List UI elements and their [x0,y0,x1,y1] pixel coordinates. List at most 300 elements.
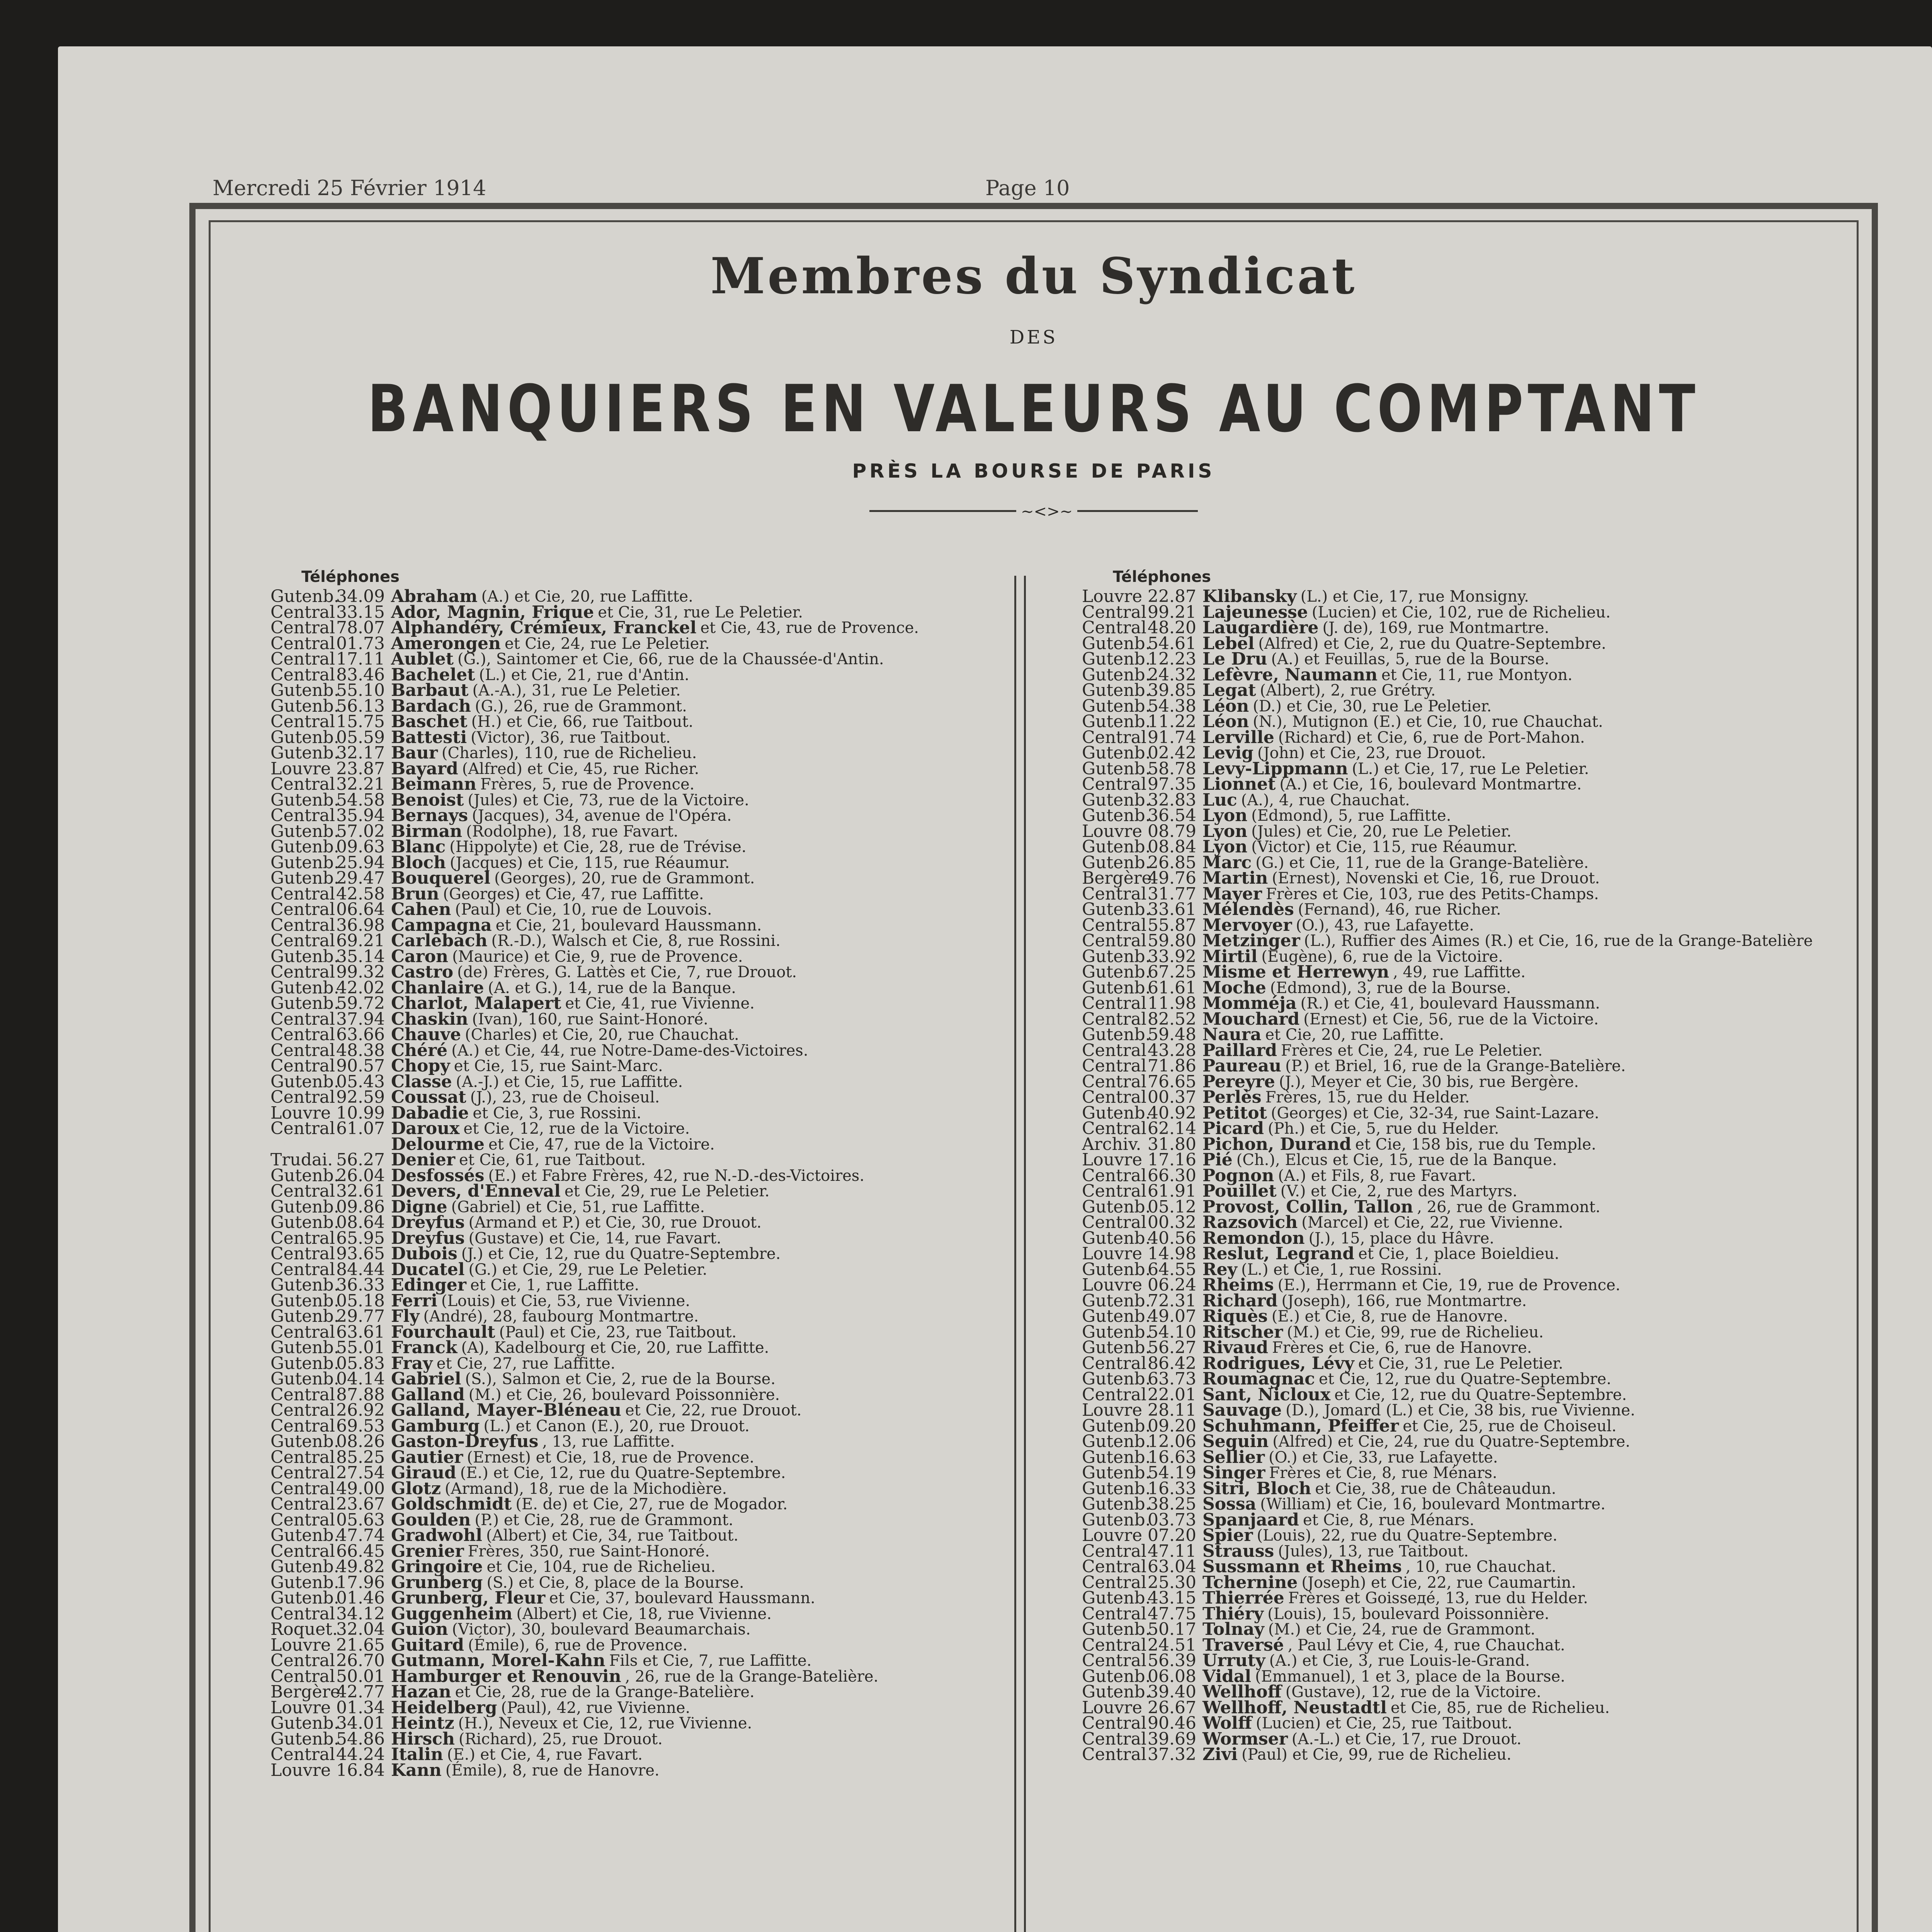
member-address: et Cie, 11, rue Montyon. [1381,666,1573,684]
exchange: Central [1082,774,1147,794]
phone-number: 12.06 [1148,1432,1196,1451]
phone-number: 04.14 [336,1369,385,1389]
exchange: Central [1082,1040,1147,1060]
member-address: et Cie, 38, rue de Châteaudun. [1315,1480,1556,1498]
member-address: (Louis), 15, boulevard Poissonnière. [1267,1605,1549,1623]
member-name: Giraud [391,1463,456,1483]
column-divider [1024,576,1026,1932]
phone-number: 32.17 [336,743,385,763]
exchange: Central [270,1541,335,1561]
phone-number: 54.38 [1148,696,1196,716]
member-name: Moche [1202,978,1266,998]
phone-number: 55.10 [336,680,385,700]
phone-number: 05.12 [1148,1197,1196,1217]
exchange: Gutenb. [270,1338,339,1357]
exchange: Central [1082,884,1147,904]
member-address: et Cie, 61, rue Taitbout. [459,1151,646,1169]
phone-number: 22.87 [1148,587,1196,606]
exchange: Gutenb. [1082,837,1151,857]
phone-number: 25.30 [1148,1572,1196,1592]
phone-number: 84.44 [336,1259,385,1279]
member-address: (Ivan), 160, rue Saint-Honoré. [472,1010,708,1028]
member-name: Hamburger et Renouvin [391,1666,621,1686]
phone-number: 37.32 [1148,1745,1196,1764]
member-name: Heintz [391,1713,454,1733]
exchange: Gutenb. [1082,1322,1151,1342]
phone-number: 29.77 [336,1306,385,1326]
member-address: et Cie, 85, rue de Richelieu. [1390,1699,1610,1717]
exchange: Central [270,1009,335,1029]
member-name: Dubois [391,1244,457,1264]
phone-number: 86.42 [1148,1353,1196,1373]
member-address: et Cie, 20, rue Laffitte. [1265,1026,1444,1044]
phone-number: 90.46 [1148,1713,1196,1733]
member-name: Dabadie [391,1103,469,1123]
member-address: (L.), Ruffier des Aimes (R.) et Cie, 16, rue de la Grange-Batelière [1304,932,1813,950]
member-name: Zivi [1202,1745,1238,1764]
phone-number: 15.75 [336,712,385,731]
member-address: (N.), Mutignon (E.) et Cie, 10, rue Chauchat. [1253,713,1603,731]
member-name: Gaston-Dreyfus [391,1432,539,1451]
member-address: (Ph.) et Cie, 5, rue du Helder. [1268,1120,1499,1138]
title-banquiers: BANQUIERS EN VALEURS AU COMPTANT [367,371,1700,447]
phone-number: 34.09 [336,587,385,606]
member-name: Metzinger [1202,931,1300,951]
phone-number: 57.02 [336,821,385,841]
title-des: DES [1009,327,1058,348]
member-address: (V.) et Cie, 2, rue des Martyrs. [1280,1182,1517,1200]
exchange: Gutenb. [270,868,339,888]
exchange: Central [270,1463,335,1483]
member-address: (A.) et Feuillas, 5, rue de la Bourse. [1271,650,1549,668]
member-name: Benoist [391,790,464,810]
member-address: (Jacques), 34, avenue de l'Opéra. [472,807,732,825]
member-address: Frères, 350, rue Saint-Honoré. [468,1542,710,1560]
exchange: Gutenb. [1082,1103,1151,1123]
member-name: Bloch [391,852,446,872]
exchange: Gutenb. [270,1197,339,1217]
exchange: Gutenb. [1082,806,1151,825]
member-address: et Cie, 104, rue de Richelieu. [486,1558,716,1576]
member-name: Fray [391,1353,433,1373]
phone-number: 61.61 [1148,978,1196,998]
member-name: Dreyfus [391,1228,465,1248]
exchange: Gutenb. [270,696,339,716]
member-name: Desfossés [391,1165,485,1185]
member-address: , 26, rue de la Grange-Batelière. [625,1667,879,1685]
exchange: Gutenb. [1082,696,1151,716]
member-address: (A.), 4, rue Chauchat. [1241,791,1410,809]
member-name: Tchernine [1202,1572,1298,1592]
phone-number: 43.28 [1148,1040,1196,1060]
member-name: Baur [391,743,438,763]
phone-number: 55.01 [336,1338,385,1357]
phone-number: 06.24 [1148,1275,1196,1295]
member-address: (Victor), 30, boulevard Beaumarchais. [452,1621,751,1638]
member-name: Chéré [391,1040,448,1060]
exchange: Central [1082,1729,1147,1749]
exchange: Gutenb. [270,1557,339,1577]
member-name: Roumagnac [1202,1369,1315,1389]
exchange: Central [270,1228,335,1248]
member-address: (Ernest) et Cie, 18, rue de Provence. [467,1448,755,1466]
phone-number: 21.65 [336,1635,385,1655]
exchange: Central [270,1416,335,1436]
member-name: Wellhoff, Neustadtl [1202,1697,1387,1718]
title-membres: Membres du Syndicat [710,247,1357,305]
member-address: (E.) et Cie, 12, rue du Quatre-Septembre. [460,1464,786,1482]
member-address: (J.), 23, rue de Choiseul. [470,1088,660,1106]
member-address: (Rodolphe), 18, rue Favart. [466,822,679,840]
phone-number: 59.80 [1148,931,1196,951]
phone-number: 32.21 [336,774,385,794]
member-address: Frères et Cie, 24, rue Le Peletier. [1281,1041,1543,1060]
member-name: Gringoire [391,1557,483,1577]
member-name: Mouchard [1202,1009,1300,1029]
exchange: Central [1082,931,1147,951]
member-address: Frères et Cie, 8, rue Ménars. [1269,1464,1497,1482]
exchange: Central [270,1745,335,1764]
member-name: Gamburg [391,1416,480,1436]
member-name: Lyon [1202,821,1248,841]
exchange: Gutenb. [1082,680,1151,700]
member-name: Sant, Nicloux [1202,1384,1331,1405]
member-name: Abraham [391,587,478,606]
member-name: Paillard [1202,1040,1277,1060]
member-address: (Victor) et Cie, 115, rue Réaumur. [1251,838,1518,856]
phone-number: 39.85 [1148,680,1196,700]
member-address: et Cie, 37, boulevard Haussmann. [549,1589,815,1607]
member-name: Barbaut [391,680,469,700]
member-name: Spier [1202,1526,1253,1545]
phone-number: 54.19 [1148,1463,1196,1483]
phone-number: 16.63 [1148,1447,1196,1467]
member-address: et Cie, 27, rue Laffitte. [436,1354,616,1372]
member-name: Luc [1202,790,1237,810]
member-address: (S.), Salmon et Cie, 2, rue de la Bourse. [465,1370,776,1388]
phone-number: 78.07 [336,618,385,638]
member-name: Fourchault [391,1322,495,1342]
member-name: Richard [1202,1291,1278,1311]
member-address: (Richard) et Cie, 6, rue de Port-Mahon. [1278,728,1585,747]
member-name: Baschet [391,712,468,731]
exchange: Gutenb. [270,1713,339,1733]
member-address: (Ernest) et Cie, 56, rue de la Victoire. [1303,1010,1599,1028]
phone-number: 49.07 [1148,1306,1196,1326]
member-name: Martin [1202,868,1268,888]
member-name: Sossa [1202,1494,1257,1514]
member-address: (Paul) et Cie, 10, rue de Louvois. [455,901,712,918]
member-address: (Lucien) et Cie, 25, rue Taitbout. [1256,1714,1512,1732]
phone-number: 05.18 [336,1291,385,1311]
member-address: (A.) et Cie, 16, boulevard Montmartre. [1279,776,1582,793]
member-name: Lajeunesse [1202,602,1308,622]
member-address: (Jules) et Cie, 73, rue de la Victoire. [468,791,749,809]
member-name: Campagna [391,915,492,935]
phone-number: 33.92 [1148,946,1196,966]
phone-number: 54.58 [336,790,385,810]
phone-number: 66.45 [336,1541,385,1561]
member-name: Singer [1202,1463,1265,1483]
phone-number: 08.64 [336,1213,385,1232]
exchange: Louvre [270,1635,331,1655]
exchange: Central [270,1510,335,1530]
member-address: (Jules), 13, rue Taitbout. [1278,1542,1469,1560]
member-name: Guion [391,1619,448,1639]
exchange: Central [270,884,335,904]
exchange: Central [1082,618,1147,638]
exchange: Central [1082,602,1147,622]
member-name: Vidal [1202,1666,1252,1686]
phone-number: 49.00 [336,1478,385,1498]
exchange: Gutenb. [270,587,339,606]
exchange: Central [1082,727,1147,747]
exchange: Central [1082,1071,1147,1092]
member-name: Wolff [1202,1713,1252,1733]
exchange: Gutenb. [1082,712,1151,731]
member-address: (O.) et Cie, 33, rue Lafayette. [1269,1448,1498,1466]
phone-number: 69.21 [336,931,385,951]
member-name: Bardach [391,696,471,716]
phone-number: 36.54 [1148,806,1196,825]
member-name: Mélendès [1202,900,1294,919]
phone-number: 05.83 [336,1353,385,1373]
exchange: Central [270,633,335,653]
exchange: Roquet. [270,1619,338,1639]
member-name: Pichon, Durand [1202,1134,1352,1154]
member-name: Brun [391,884,439,904]
member-name: Edinger [391,1275,466,1295]
exchange: Gutenb. [1082,946,1151,966]
member-name: Devers, d'Enneval [391,1181,561,1201]
phone-number: 26.70 [336,1651,385,1670]
phone-number: 26.04 [336,1165,385,1185]
member-address: (Jules) et Cie, 20, rue Le Peletier. [1251,822,1512,840]
member-name: Tolnay [1202,1619,1264,1639]
phone-number: 50.17 [1148,1619,1196,1639]
phone-number: 36.33 [336,1275,385,1295]
member-address: (D.) et Cie, 30, rue Le Peletier. [1253,697,1492,715]
member-name: Levy-Lippmann [1202,759,1348,779]
exchange: Central [1082,993,1147,1013]
phone-number: 23.67 [336,1494,385,1514]
member-address: (Marcel) et Cie, 22, rue Vivienne. [1301,1214,1563,1231]
member-name: Battesti [391,727,467,747]
exchange: Gutenb. [270,1572,339,1592]
member-address: (Alfred) et Cie, 2, rue du Quatre-Septembre. [1258,634,1606,653]
page-number: Page 10 [985,176,1070,200]
member-name: Provost, Collin, Tallon [1202,1197,1413,1217]
exchange: Gutenb. [1082,978,1151,998]
exchange: Gutenb. [1082,633,1151,653]
member-address: et Cie, 1, rue Laffitte. [470,1276,639,1294]
phone-number: 10.99 [336,1103,385,1123]
phone-number: 49.76 [1148,868,1196,888]
member-address: (M.) et Cie, 99, rue de Richelieu. [1287,1323,1544,1341]
exchange: Central [270,774,335,794]
member-address: (Paul) et Cie, 99, rue de Richelieu. [1242,1746,1512,1764]
member-address: (Georges) et Cie, 32-34, rue Saint-Lazare. [1270,1104,1599,1122]
member-name: Léon [1202,696,1249,716]
phone-number: 63.66 [336,1025,385,1044]
exchange: Gutenb. [1082,1369,1151,1389]
member-address: et Cie, 1, place Boieldieu. [1358,1245,1560,1263]
member-address: et Cie, 12, rue de la Victoire. [463,1120,690,1138]
member-address: et Cie, 12, rue du Quatre-Septembre. [1334,1386,1627,1404]
member-address: et Cie, 3, rue Rossini. [473,1104,641,1122]
exchange: Gutenb. [1082,649,1151,669]
phone-number: 61.07 [336,1119,385,1138]
phone-number: 11.22 [1148,712,1196,731]
member-name: Mervoyer [1202,915,1292,935]
member-address: (Émile), 8, rue de Hanovre. [445,1761,660,1779]
phone-number: 31.80 [1148,1134,1196,1154]
member-name: Gradwohl [391,1526,482,1545]
member-address: (Albert) et Cie, 18, rue Vivienne. [516,1605,772,1623]
member-address: (Ch.), Elcus et Cie, 15, rue de la Banque. [1236,1151,1557,1169]
member-name: Franck [391,1338,457,1357]
exchange: Central [270,1400,335,1420]
member-address: (E.) et Cie, 4, rue Favart. [447,1746,643,1764]
member-name: Heidelberg [391,1697,497,1718]
phone-number: 03.73 [1148,1510,1196,1530]
member-address: (H.) et Cie, 66, rue Taitbout. [471,713,694,731]
member-address: (Paul) et Cie, 23, rue Taitbout. [499,1323,737,1341]
exchange: Gutenb. [270,743,339,763]
exchange: Central [270,1244,335,1264]
member-address: (A.) et Cie, 44, rue Notre-Dame-des-Victoires. [451,1041,808,1060]
phone-number: 47.75 [1148,1604,1196,1624]
phone-number: 63.04 [1148,1557,1196,1577]
member-name: Ritscher [1202,1322,1283,1342]
phone-number: 42.02 [336,978,385,998]
exchange: Gutenb. [1082,790,1151,810]
member-address: (Gabriel) et Cie, 51, rue Laffitte. [451,1198,705,1216]
member-address: et Cie, 31, rue Le Peletier. [598,603,803,621]
member-address: (A.-J.) et Cie, 15, rue Laffitte. [456,1073,683,1091]
phone-number: 01.46 [336,1588,385,1608]
member-address: (L.) et Cie, 21, rue d'Antin. [479,666,689,684]
exchange: Gutenb. [270,1432,339,1451]
member-name: Grunberg, Fleur [391,1588,546,1608]
member-name: Naura [1202,1025,1262,1044]
exchange: Gutenb. [270,946,339,966]
member-name: Remondon [1202,1228,1305,1248]
phone-number: 17.11 [336,649,385,669]
member-entry [1082,1747,1816,1763]
exchange: Louvre [1082,1526,1142,1545]
exchange: Central [270,962,335,982]
phone-number: 11.98 [1148,993,1196,1013]
phone-number: 06.64 [336,900,385,919]
member-address: , 10, rue Chauchat. [1405,1558,1556,1576]
member-address: Frères et Cie, 6, rue de Hanovre. [1272,1339,1532,1357]
member-address: (Charles) et Cie, 20, rue Chauchat. [465,1026,739,1044]
phone-number: 26.92 [336,1400,385,1420]
member-address: (P.) et Briel, 16, rue de la Grange-Batelière. [1285,1057,1626,1075]
member-name: Bachelet [391,665,475,685]
exchange: Central [270,1478,335,1498]
member-name: Glotz [391,1478,441,1498]
phone-number: 37.94 [336,1009,385,1029]
member-address: (Jacques) et Cie, 115, rue Réaumur. [450,854,730,872]
exchange: Central [1082,1353,1147,1373]
member-name: Galland [391,1384,465,1405]
telephones-header: Téléphones [1113,568,1211,586]
member-address: (A.-L.) et Cie, 17, rue Drouot. [1291,1730,1522,1748]
member-name: Cahen [391,900,451,919]
phone-number: 24.32 [1148,665,1196,685]
member-address: (Albert) et Cie, 34, rue Taitbout. [486,1527,739,1544]
member-address: et Cie, 43, rue de Provence. [700,619,919,637]
phone-number: 32.61 [336,1181,385,1201]
member-address: (L.) et Cie, 17, rue Le Peletier. [1352,760,1589,778]
member-name: Pié [1202,1150,1233,1170]
phone-number: 59.72 [336,993,385,1013]
member-name: Rodrigues, Lévy [1202,1353,1354,1373]
phone-number: 56.13 [336,696,385,716]
member-address: (Joseph), 166, rue Montmartre. [1281,1292,1527,1310]
member-address: et Cie, 21, boulevard Haussmann. [495,916,762,934]
exchange: Gutenb. [1082,665,1151,685]
phone-number: 91.74 [1148,727,1196,747]
member-address: , Paul Lévy et Cie, 4, rue Chauchat. [1287,1636,1565,1654]
phone-number: 00.32 [1148,1213,1196,1232]
exchange: Gutenb. [1082,1432,1151,1451]
member-name: Dreyfus [391,1213,465,1232]
exchange: Central [1082,1087,1147,1107]
exchange: Central [270,1025,335,1044]
exchange: Central [1082,1119,1147,1138]
title-rule [869,503,1198,520]
member-name: Digne [391,1197,447,1217]
member-name: Bouquerel [391,868,491,888]
phone-number: 83.46 [336,665,385,685]
member-name: Levig [1202,743,1253,763]
exchange: Central [270,915,335,935]
exchange: Louvre [270,1760,331,1780]
member-name: Kann [391,1760,442,1780]
phone-number: 28.11 [1148,1400,1196,1420]
member-name: Italin [391,1745,443,1764]
phone-number: 05.63 [336,1510,385,1530]
member-address: (Joseph) et Cie, 22, rue Caumartin. [1301,1573,1576,1592]
phone-number: 25.94 [336,852,385,872]
member-address: (H.), Neveux et Cie, 12, rue Vivienne. [458,1714,752,1732]
member-name: Bayard [391,759,458,779]
member-name: Pognon [1202,1165,1274,1185]
member-name: Goldschmidt [391,1494,512,1514]
member-address: (A.) et Cie, 20, rue Laffitte. [481,588,693,605]
member-address: (Georges) et Cie, 47, rue Laffitte. [443,885,704,903]
column-divider [1014,576,1016,1932]
phone-number: 72.31 [1148,1291,1196,1311]
member-address: (E.), Herrmann et Cie, 19, rue de Provence. [1277,1276,1621,1294]
phone-number: 87.88 [336,1384,385,1405]
phone-number: 09.20 [1148,1416,1196,1436]
exchange: Gutenb. [1082,1259,1151,1279]
member-name: Guggenheim [391,1604,513,1624]
exchange: Gutenb. [1082,1682,1151,1702]
member-address: (G.), Saintomer et Cie, 66, rue de la Chaussée-d'Antin. [457,650,884,668]
member-name: Rey [1202,1259,1238,1279]
exchange: Gutenb. [270,1729,339,1749]
phone-number: 24.51 [1148,1635,1196,1655]
member-name: Beimann [391,774,476,794]
exchange: Gutenb. [270,1353,339,1373]
member-name: Reslut, Legrand [1202,1244,1355,1264]
phone-number: 62.14 [1148,1119,1196,1138]
